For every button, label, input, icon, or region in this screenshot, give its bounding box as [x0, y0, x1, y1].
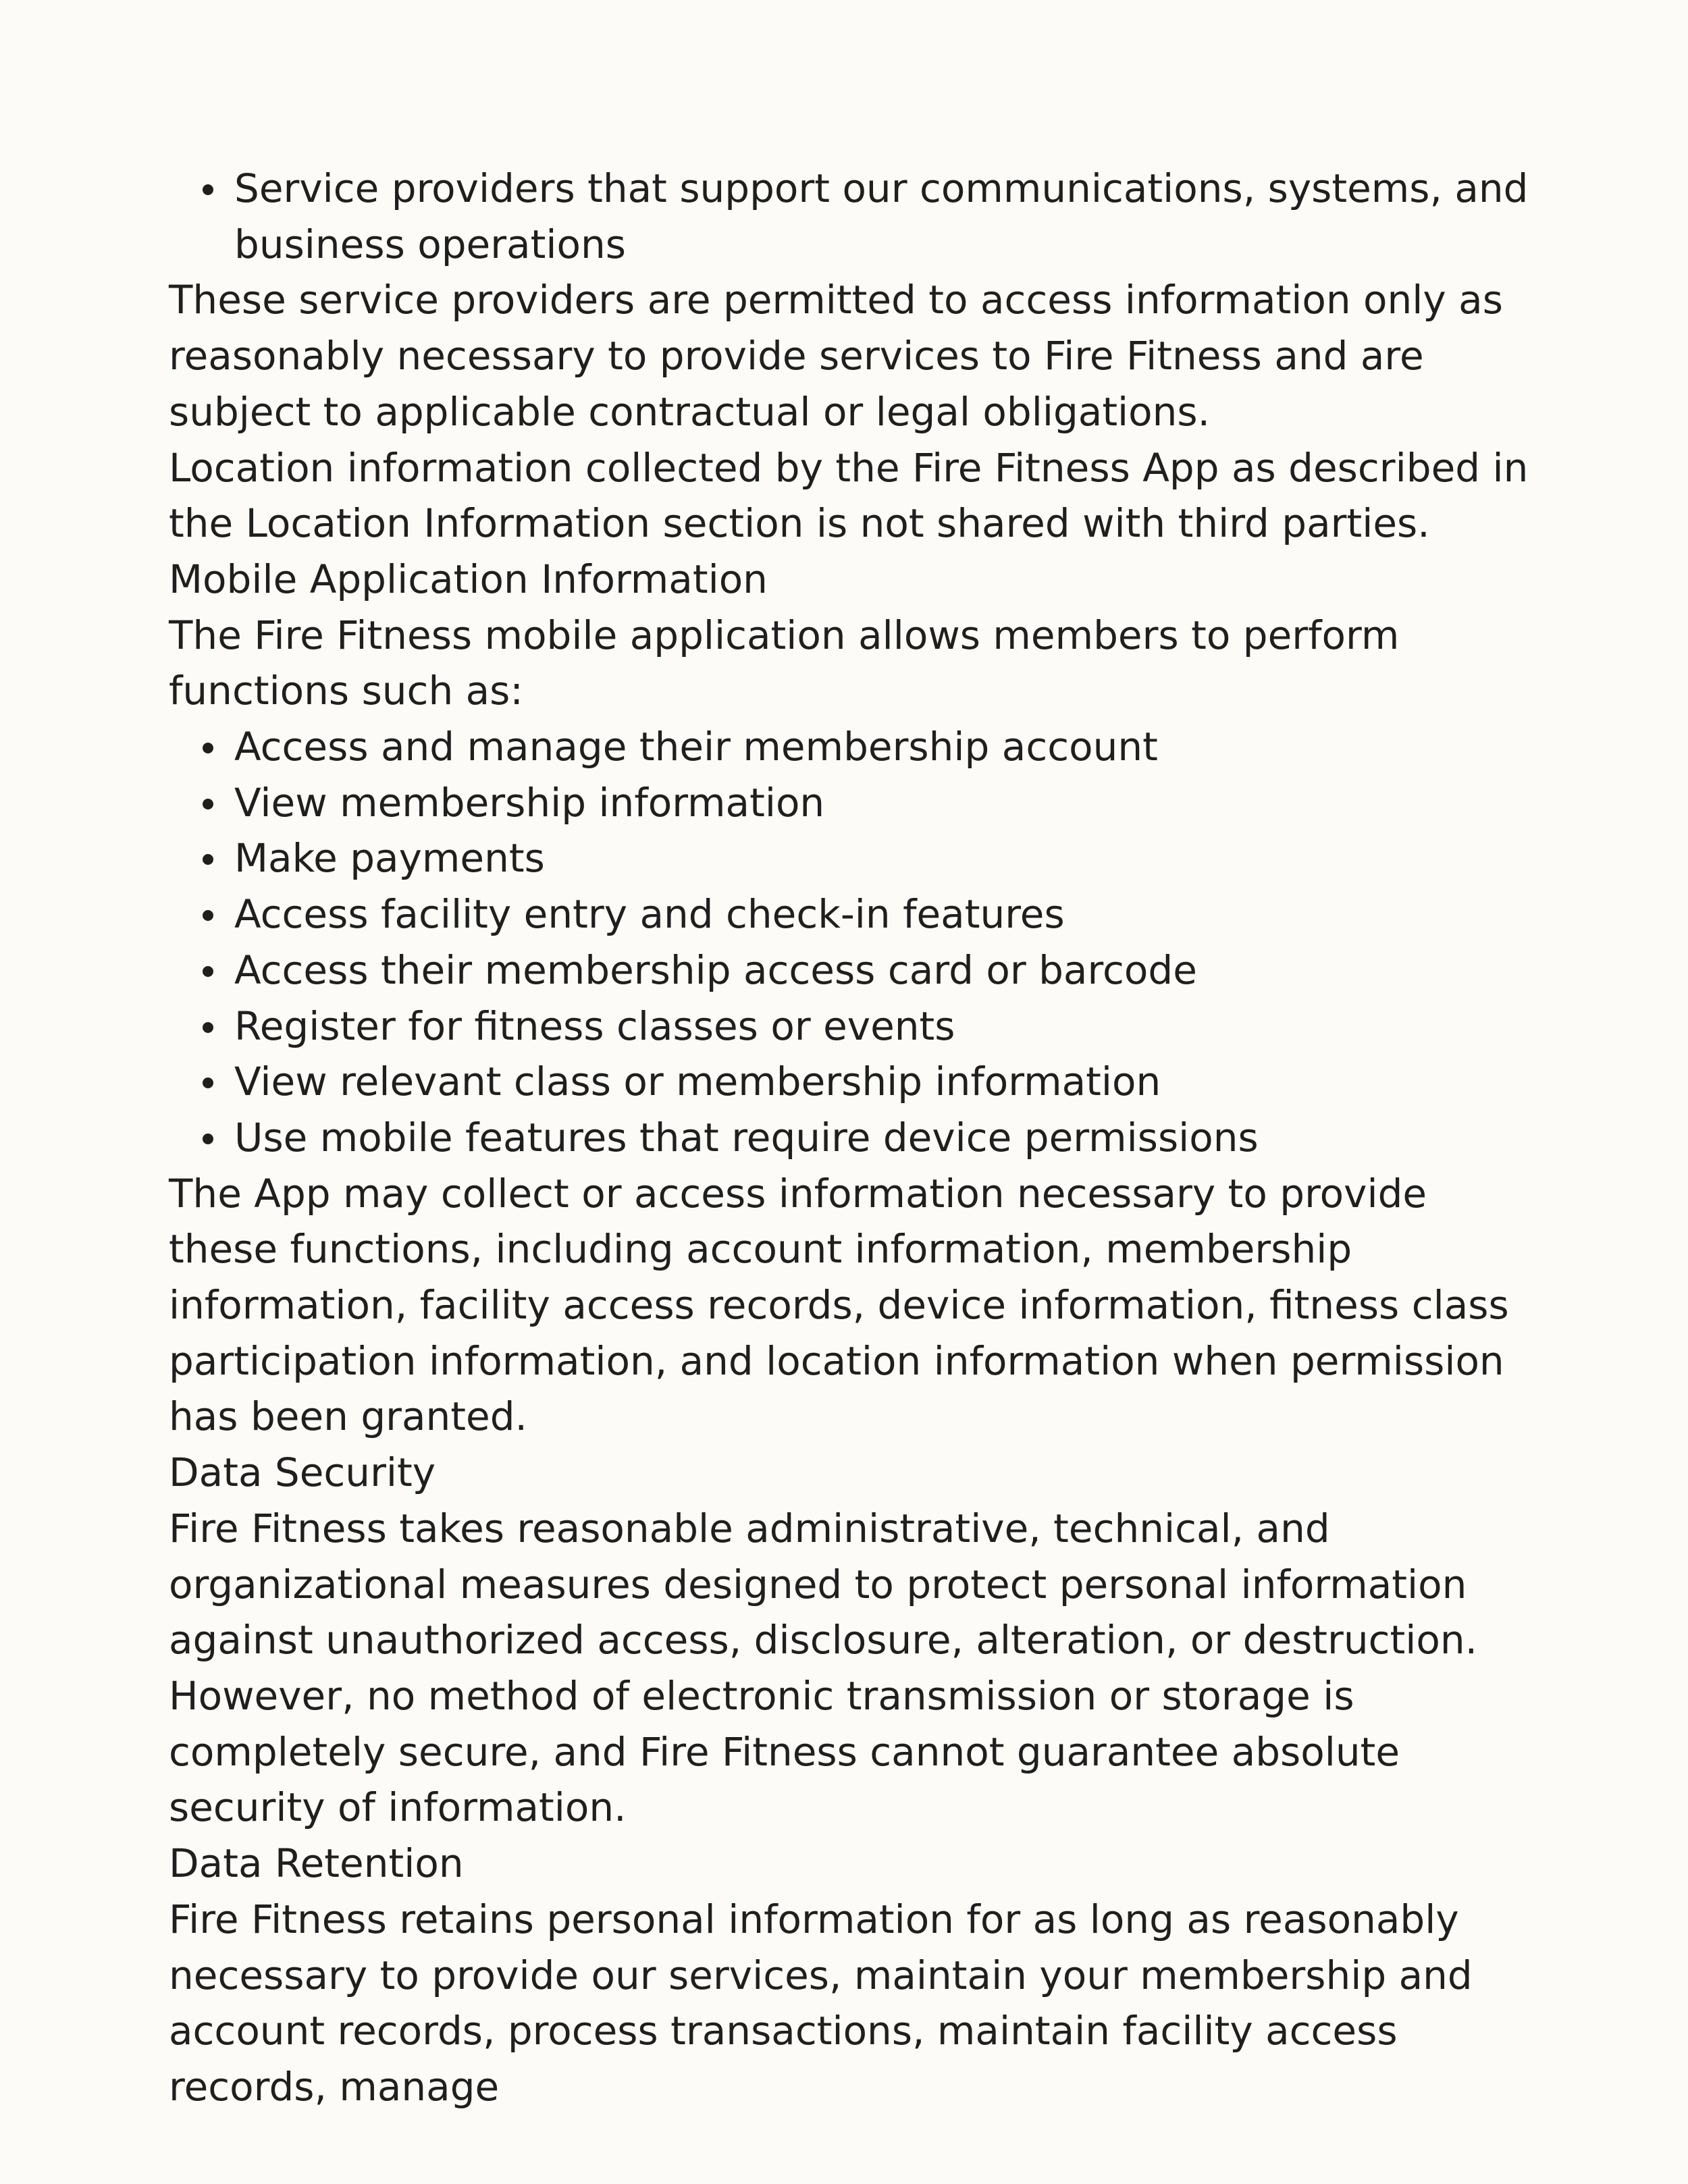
document-page	[169, 161, 1539, 2115]
list-item	[234, 1110, 1539, 1166]
list-item	[234, 942, 1539, 998]
list-item-text: Make payments	[234, 835, 545, 882]
bullet-icon	[203, 743, 213, 753]
list-item-text: Access their membership access card or barcode	[234, 947, 1197, 993]
list-item	[234, 775, 1539, 831]
paragraph-service-providers: These service providers are permitted to access information only as reasonably necessary to provide services to Fire Fitness and are subject to applicable contractual or legal obligations.	[169, 277, 1503, 435]
heading-data-retention: Data Retention	[169, 1840, 464, 1887]
list-item-text: View relevant class or membership information	[234, 1059, 1161, 1105]
bullet-icon	[203, 966, 213, 977]
list-item-text: View membership information	[234, 779, 825, 826]
bullet-icon	[203, 854, 213, 865]
bullet-icon	[203, 1077, 213, 1088]
paragraph-security-measures: Fire Fitness takes reasonable administrative, technical, and organizational measures designed to protect personal information against unauthorized access, disclosure, alteration, or destruction.	[169, 1505, 1478, 1663]
bullet-icon	[203, 184, 213, 195]
bullet-icon	[203, 799, 213, 809]
list-item	[234, 998, 1539, 1055]
bullet-icon	[203, 1134, 213, 1144]
list-item-text: Use mobile features that require device permissions	[234, 1114, 1259, 1161]
bullet-icon	[203, 1022, 213, 1033]
list-item-text: Access and manage their membership account	[234, 724, 1158, 770]
paragraph-mobile-intro: The Fire Fitness mobile application allows members to perform functions such as:	[169, 612, 1400, 714]
list-item-text: Service providers that support our communications, systems, and business operations	[234, 165, 1529, 267]
list-item	[234, 719, 1539, 775]
bullet-list-app-functions	[169, 719, 1539, 1166]
paragraph-retention: Fire Fitness retains personal information for as long as reasonably necessary to provide our services, maintain your membership and account records, process transactions, maintain facility access records, manage	[169, 1896, 1473, 2110]
list-item	[234, 161, 1539, 272]
list-item-text: Register for fitness classes or events	[234, 1003, 955, 1049]
bullet-list-service-providers	[169, 161, 1539, 272]
paragraph-security-disclaimer: However, no method of electronic transmission or storage is completely secure, and Fire Fitness cannot guarantee absolute security of information.	[169, 1672, 1400, 1831]
list-item	[234, 1054, 1539, 1110]
heading-mobile-application-information: Mobile Application Information	[169, 556, 768, 602]
bullet-icon	[203, 910, 213, 921]
paragraph-app-collect: The App may collect or access information necessary to provide these functions, including account information, membership information, facility access records, device information, fitness class participation information, and location information when permission has been granted.	[169, 1170, 1509, 1440]
paragraph-location-not-shared: Location information collected by the Fire Fitness App as described in the Location Information section is not shared with third parties.	[169, 444, 1529, 547]
list-item	[234, 886, 1539, 942]
heading-data-security: Data Security	[169, 1449, 436, 1496]
list-item-text: Access facility entry and check-in features	[234, 891, 1065, 938]
list-item	[234, 830, 1539, 886]
